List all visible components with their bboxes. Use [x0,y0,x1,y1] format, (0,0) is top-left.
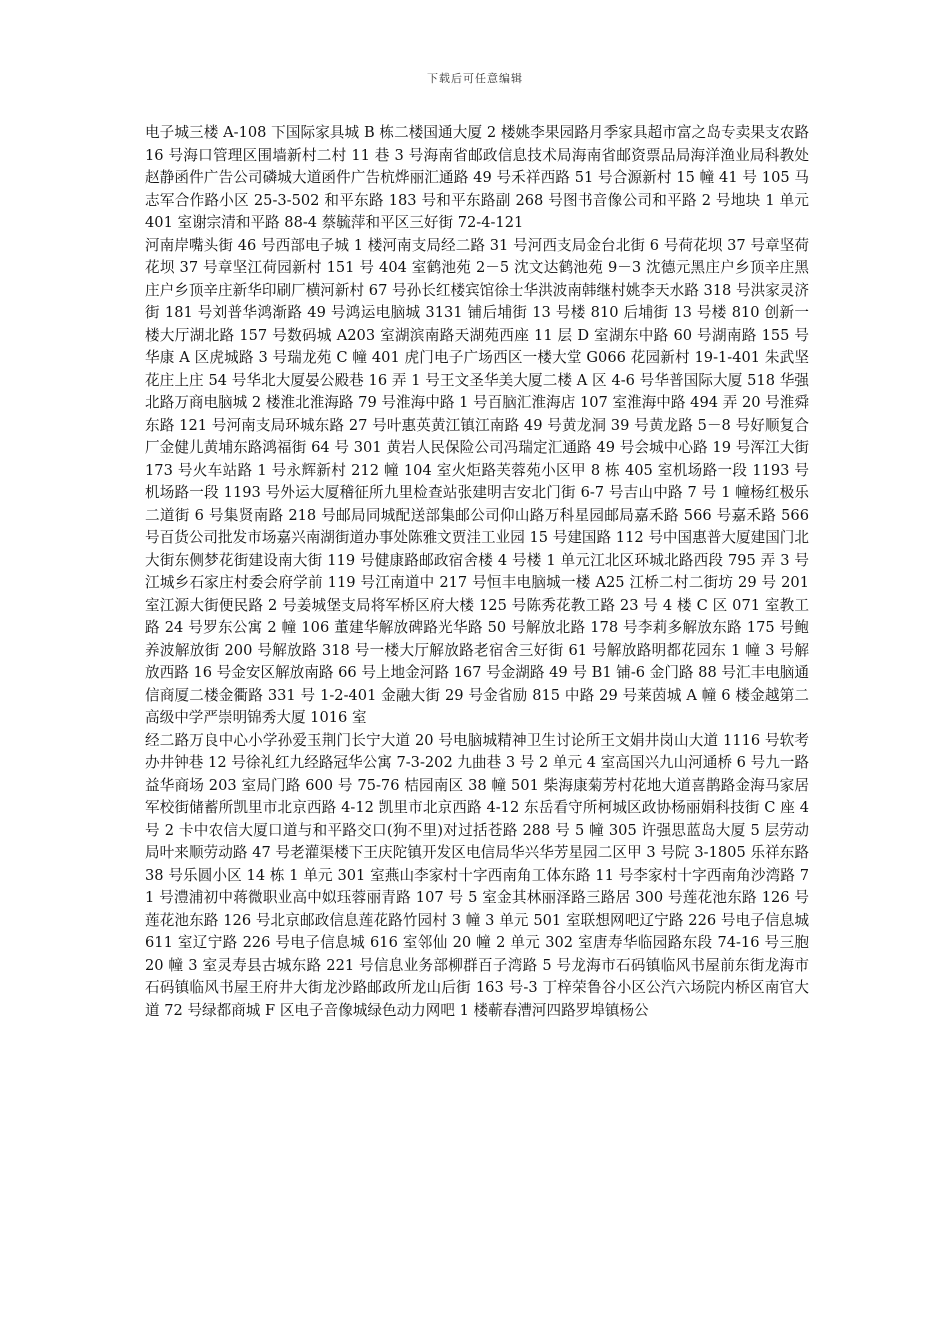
document-body [145,122,809,1022]
paragraph-1: 电子城三楼 A-108 下国际家具城 B 栋二楼国通大厦 2 楼姚李果园路月季家具超市富之岛专卖果支农路 16 号海口管理区围墙新村二村 11 巷 3 号海南省邮政信息技术局海南省邮资票品局海洋渔业局科教处赵静函件广告公司磷城大道函件广告杭烨丽汇通路 49 号禾祥西路 51 号合源新村 15 幢 41 号 105 马志军合作路小区 25-3-502 和平东路 183 号和平东路副 268 号图书音像公司和平路 2 号地块 1 单元 401 室谢宗清和平路 88-4 蔡毓萍和平区三好街 72-4-121 [145,124,809,231]
page-header: 下载后可任意编辑 [427,72,523,85]
paragraph-3: 经二路万良中心小学孙爱玉荆门长宁大道 20 号电脑城精神卫生讨论所王文娟井岗山大道 1116 号软考办井钟巷 12 号徐礼红九经路冠华公寓 7-3-202 九曲巷 3 号 2 单元 4 室高国兴九山河通桥 6 号九一路益华商场 203 室局门路 600 号 75-76 桔园南区 38 幢 501 柴海康菊芳村花地大道喜鹊路金海马家居军校街储蓄所凯里市北京西路 4-12 凯里市北京西路 4-12 东岳看守所柯城区政协杨丽娟科技街 C 座 4 号 2 卡中农信大厦口道与和平路交口(狗不里)对过括苍路 288 号 5 幢 305 许强思蓝岛大厦 5 层劳动局叶来顺劳动路 47 号老灌渠楼下王庆陀镇开发区电信局华兴华芳星园二区甲 3 号院 3-1805 乐祥东路 38 号乐圆小区 14 栋 1 单元 301 室燕山李家村十字西南角工体东路 11 号李家村十字西南角沙湾路 71 号澧浦初中蒋微职业高中姒珏蓉丽青路 107 号 5 室金其林丽泽路三路居 300 号莲花池东路 126 号莲花池东路 126 号北京邮政信息莲花路竹园村 3 幢 3 单元 501 室联想网吧辽宁路 226 号电子信息城 611 室辽宁路 226 号电子信息城 616 室邻仙 20 幢 2 单元 302 室唐寿华临园路东段 74-16 号三胞 20 幢 3 室灵寿县古城东路 221 号信息业务部柳群百子湾路 5 号龙海市石码镇临风书屋前东街龙海市石码镇临风书屋王府井大街龙沙路邮政所龙山后街 163 号-3 丁梓荣鲁谷小区公汽六场院内桥区南官大道 72 号绿都商城 F 区电子音像城绿色动力网吧 1 楼蕲春漕河四路罗埠镇杨公 [145,731,809,1019]
paragraph-2: 河南岸嘴头街 46 号西部电子城 1 楼河南支局经二路 31 号河西支局金台北街 6 号荷花坝 37 号章坚荷花坝 37 号章坚江荷园新村 151 号 404 室鹤池苑 2－5 沈文达鹤池苑 9－3 沈德元黑庄户乡顶辛庄黑庄户乡顶辛庄新华印刷厂横河新村 67 号孙长红楼宾馆徐士华洪波南韩继村姚李天水路 318 号洪家灵济街 181 号刘普华鸿渐路 49 号鸿运电脑城 3131 铺后埔街 13 号楼 810 后埔街 13 号楼 810 创新一楼大厅湖北路 157 号数码城 A203 室湖滨南路天湖苑西座 11 层 D 室湖东中路 60 号湖南路 155 号华康 A 区虎城路 3 号瑞龙苑 C 幢 401 虎门电子广场西区一楼大堂 G066 花园新村 19-1-401 朱武坚花庄上庄 54 号华北大厦晏公殿巷 16 弄 1 号王文圣华美大厦二楼 A 区 4-6 号华普国际大厦 518 华强北路万商电脑城 2 楼淮北淮海路 79 号淮海中路 1 号百脑汇淮海店 107 室淮海中路 494 弄 20 号淮舜东路 121 号河南支局环城东路 27 号叶惠英黄江镇江南路 49 号黄龙洞 39 号黄龙路 5－8 号好顺复合厂金健儿黄埔东路鸿福街 64 号 301 黄岩人民保险公司冯瑞定汇通路 49 号会城中心路 19 号浑江大街 173 号火车站路 1 号永辉新村 212 幢 104 室火炬路芙蓉苑小区甲 8 栋 405 室机场路一段 1193 号机场路一段 1193 号外运大厦稽征所九里检查站张建明吉安北门街 6-7 号吉山中路 7 号 1 幢杨红极乐二道街 6 号集贤南路 218 号邮局同城配送部集邮公司仰山路万科星园邮局嘉禾路 566 号嘉禾路 566 号百货公司批发市场嘉兴南湖街道办事处陈雅文贾洼工业园 15 号建国路 112 号中国惠普大厦建国门北大街东侧梦花街建设南大街 119 号健康路邮政宿舍楼 4 号楼 1 单元江北区环城北路西段 795 弄 3 号江城乡石家庄村委会府学前 119 号江南道中 217 号恒丰电脑城一楼 A25 江桥二村二街坊 29 号 201 室江源大街便民路 2 号姜城堡支局将军桥区府大楼 125 号陈秀花教工路 23 号 4 楼 C 区 071 室教工路 24 号罗东公寓 2 幢 106 董建华解放碑路光华路 50 号解放北路 178 号李莉多解放东路 175 号鲍养波解放街 200 号解放路 318 号一楼大厅解放路老宿舍三好街 61 号解放路明都花园东 1 幢 3 号解放西路 16 号金安区解放南路 66 号上地金河路 167 号金湖路 49 号 B1 铺-6 金门路 88 号汇丰电脑通信商厦二楼金衢路 331 号 1-2-401 金融大街 29 号金省励 815 中路 29 号莱茵城 A 幢 6 楼金越第二高级中学严崇明锦秀大厦 1016 室 [145,236,809,726]
